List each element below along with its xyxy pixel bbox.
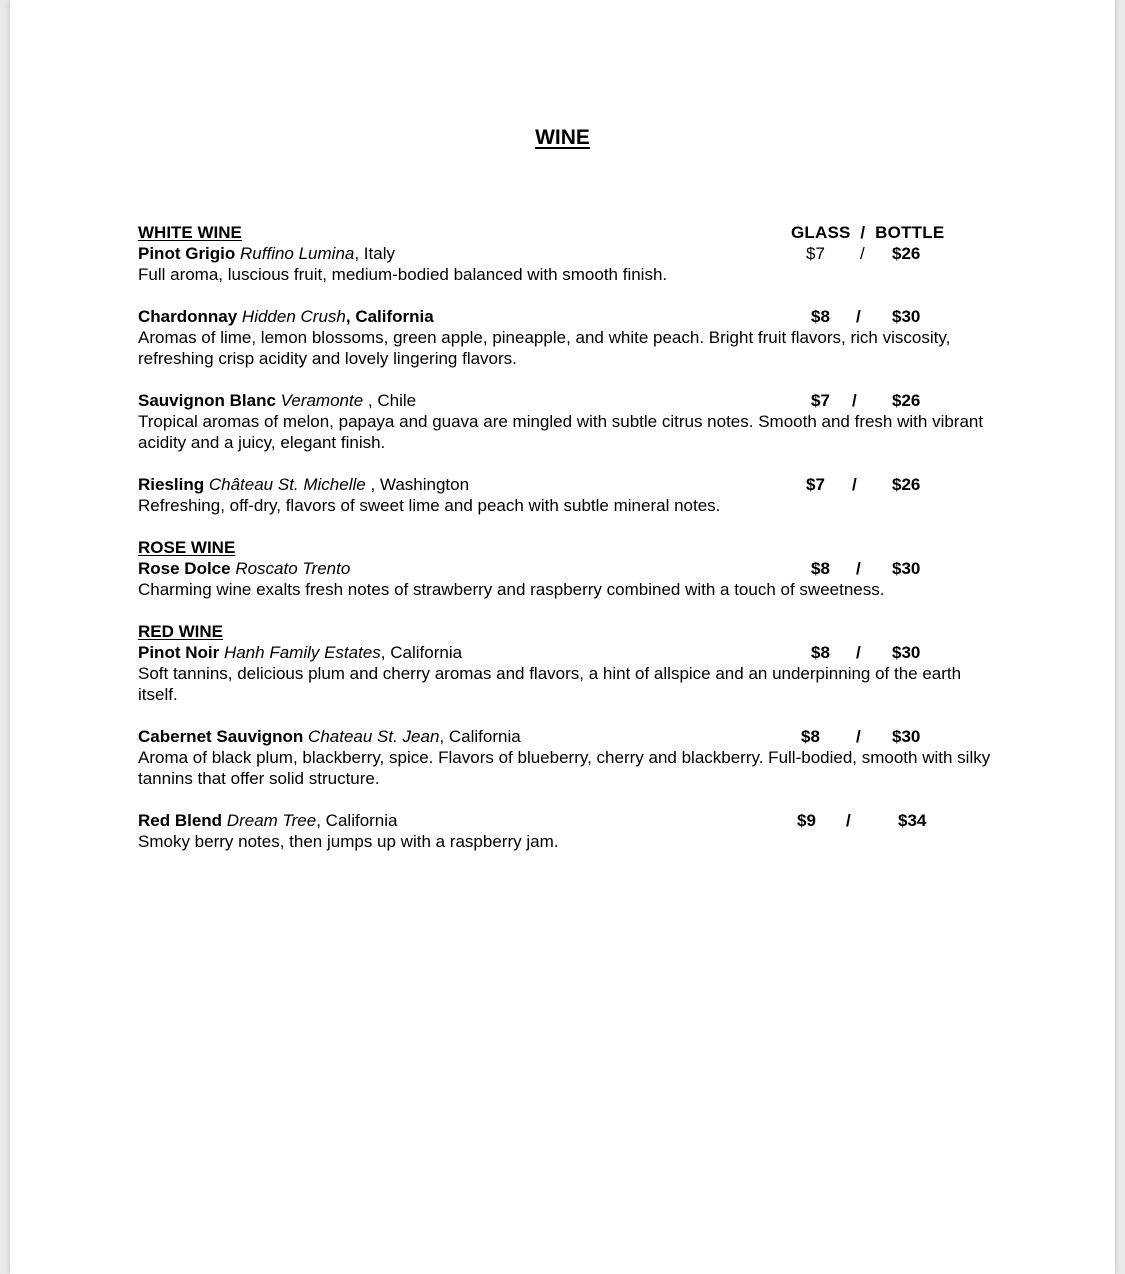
wine-row bbox=[138, 558, 998, 579]
price-separator: / bbox=[852, 391, 857, 410]
wine-name: Red Blend bbox=[138, 811, 223, 830]
wine-name: Cabernet Sauvignon bbox=[138, 727, 304, 746]
glass-price: $7 bbox=[806, 475, 825, 494]
bottle-price: $26 bbox=[892, 391, 921, 410]
wine-description: Refreshing, off-dry, flavors of sweet lime and peach with subtle mineral notes. bbox=[138, 496, 721, 515]
bottle-price: $30 bbox=[892, 643, 921, 662]
price-separator: / bbox=[856, 643, 861, 662]
glass-price: $7 bbox=[806, 244, 825, 263]
wine-producer: Dream Tree bbox=[226, 811, 317, 830]
section-header-red bbox=[138, 621, 998, 642]
wine-row bbox=[138, 726, 998, 747]
price-separator: / bbox=[856, 559, 861, 578]
price-column-header: GLASS / BOTTLE bbox=[791, 223, 945, 242]
wine-description: Soft tannins, delicious plum and cherry aromas and flavors, a hint of allspice and an underpinning of the earth itself. bbox=[138, 664, 962, 704]
wine-region: , Italy bbox=[354, 244, 395, 263]
glass-price: $8 bbox=[811, 559, 830, 578]
wine-list bbox=[138, 222, 998, 852]
wine-producer: Roscato Trento bbox=[235, 559, 351, 578]
glass-price: $8 bbox=[811, 643, 830, 662]
glass-price: $8 bbox=[801, 727, 820, 746]
wine-producer: Hidden Crush bbox=[241, 307, 346, 326]
price-separator: / bbox=[846, 811, 851, 830]
wine-producer: Ruffino Lumina bbox=[240, 244, 355, 263]
bottle-price: $30 bbox=[892, 727, 921, 746]
wine-description: Tropical aromas of melon, papaya and guava are mingled with subtle citrus notes. Smooth and fresh with vibrant acidity and a juicy, elegant finish. bbox=[138, 412, 984, 452]
price-separator: / bbox=[852, 475, 857, 494]
wine-name: Chardonnay bbox=[138, 307, 238, 326]
wine-name: Rose Dolce bbox=[138, 559, 231, 578]
wine-producer: Veramonte bbox=[280, 391, 364, 410]
section-heading: WHITE WINE bbox=[138, 223, 242, 242]
wine-producer: Chateau St. Jean bbox=[308, 727, 440, 746]
glass-price: $9 bbox=[797, 811, 816, 830]
bottle-price: $34 bbox=[898, 811, 927, 830]
wine-region: , California bbox=[316, 811, 398, 830]
wine-name: Pinot Noir bbox=[138, 643, 220, 662]
price-separator: / bbox=[856, 307, 861, 326]
section-heading: RED WINE bbox=[138, 622, 223, 641]
wine-name: Sauvignon Blanc bbox=[138, 391, 276, 410]
wine-region: , California bbox=[345, 307, 434, 326]
wine-description: Full aroma, luscious fruit, medium-bodied balanced with smooth finish. bbox=[138, 265, 668, 284]
wine-description: Aromas of lime, lemon blossoms, green apple, pineapple, and white peach. Bright fruit flavors, rich viscosity, refreshing crisp acidity and lovely lingering flavors. bbox=[138, 328, 951, 368]
wine-producer: Hanh Family Estates bbox=[223, 643, 381, 662]
price-separator: / bbox=[860, 244, 865, 263]
wine-description: Charming wine exalts fresh notes of strawberry and raspberry combined with a touch of sweetness. bbox=[138, 580, 885, 599]
wine-row bbox=[138, 306, 998, 327]
wine-region: , California bbox=[439, 727, 521, 746]
wine-region: , Chile bbox=[363, 391, 417, 410]
bottle-price: $26 bbox=[892, 475, 921, 494]
section-header-white bbox=[138, 222, 998, 243]
wine-producer: Château St. Michelle bbox=[208, 475, 366, 494]
price-separator: / bbox=[856, 727, 861, 746]
wine-name: Pinot Grigio bbox=[138, 244, 236, 263]
glass-price: $8 bbox=[811, 307, 830, 326]
wine-region: , California bbox=[380, 643, 463, 662]
wine-row bbox=[138, 243, 998, 264]
bottle-price: $26 bbox=[892, 244, 921, 263]
wine-region: , Washington bbox=[365, 475, 470, 494]
section-header-rose bbox=[138, 537, 998, 558]
wine-description: Aroma of black plum, blackberry, spice. Flavors of blueberry, cherry and blackberry. Full-bodied, smooth with silky tannins that offer solid structure. bbox=[138, 748, 991, 788]
wine-description: Smoky berry notes, then jumps up with a raspberry jam. bbox=[138, 832, 559, 851]
wine-name: Riesling bbox=[138, 475, 205, 494]
page-title: WINE bbox=[535, 126, 590, 149]
glass-price: $7 bbox=[811, 391, 830, 410]
bottle-price: $30 bbox=[892, 559, 921, 578]
wine-row bbox=[138, 810, 998, 831]
wine-row bbox=[138, 390, 998, 411]
wine-row bbox=[138, 642, 998, 663]
bottle-price: $30 bbox=[892, 307, 921, 326]
section-heading: ROSE WINE bbox=[138, 538, 236, 557]
wine-row bbox=[138, 474, 998, 495]
